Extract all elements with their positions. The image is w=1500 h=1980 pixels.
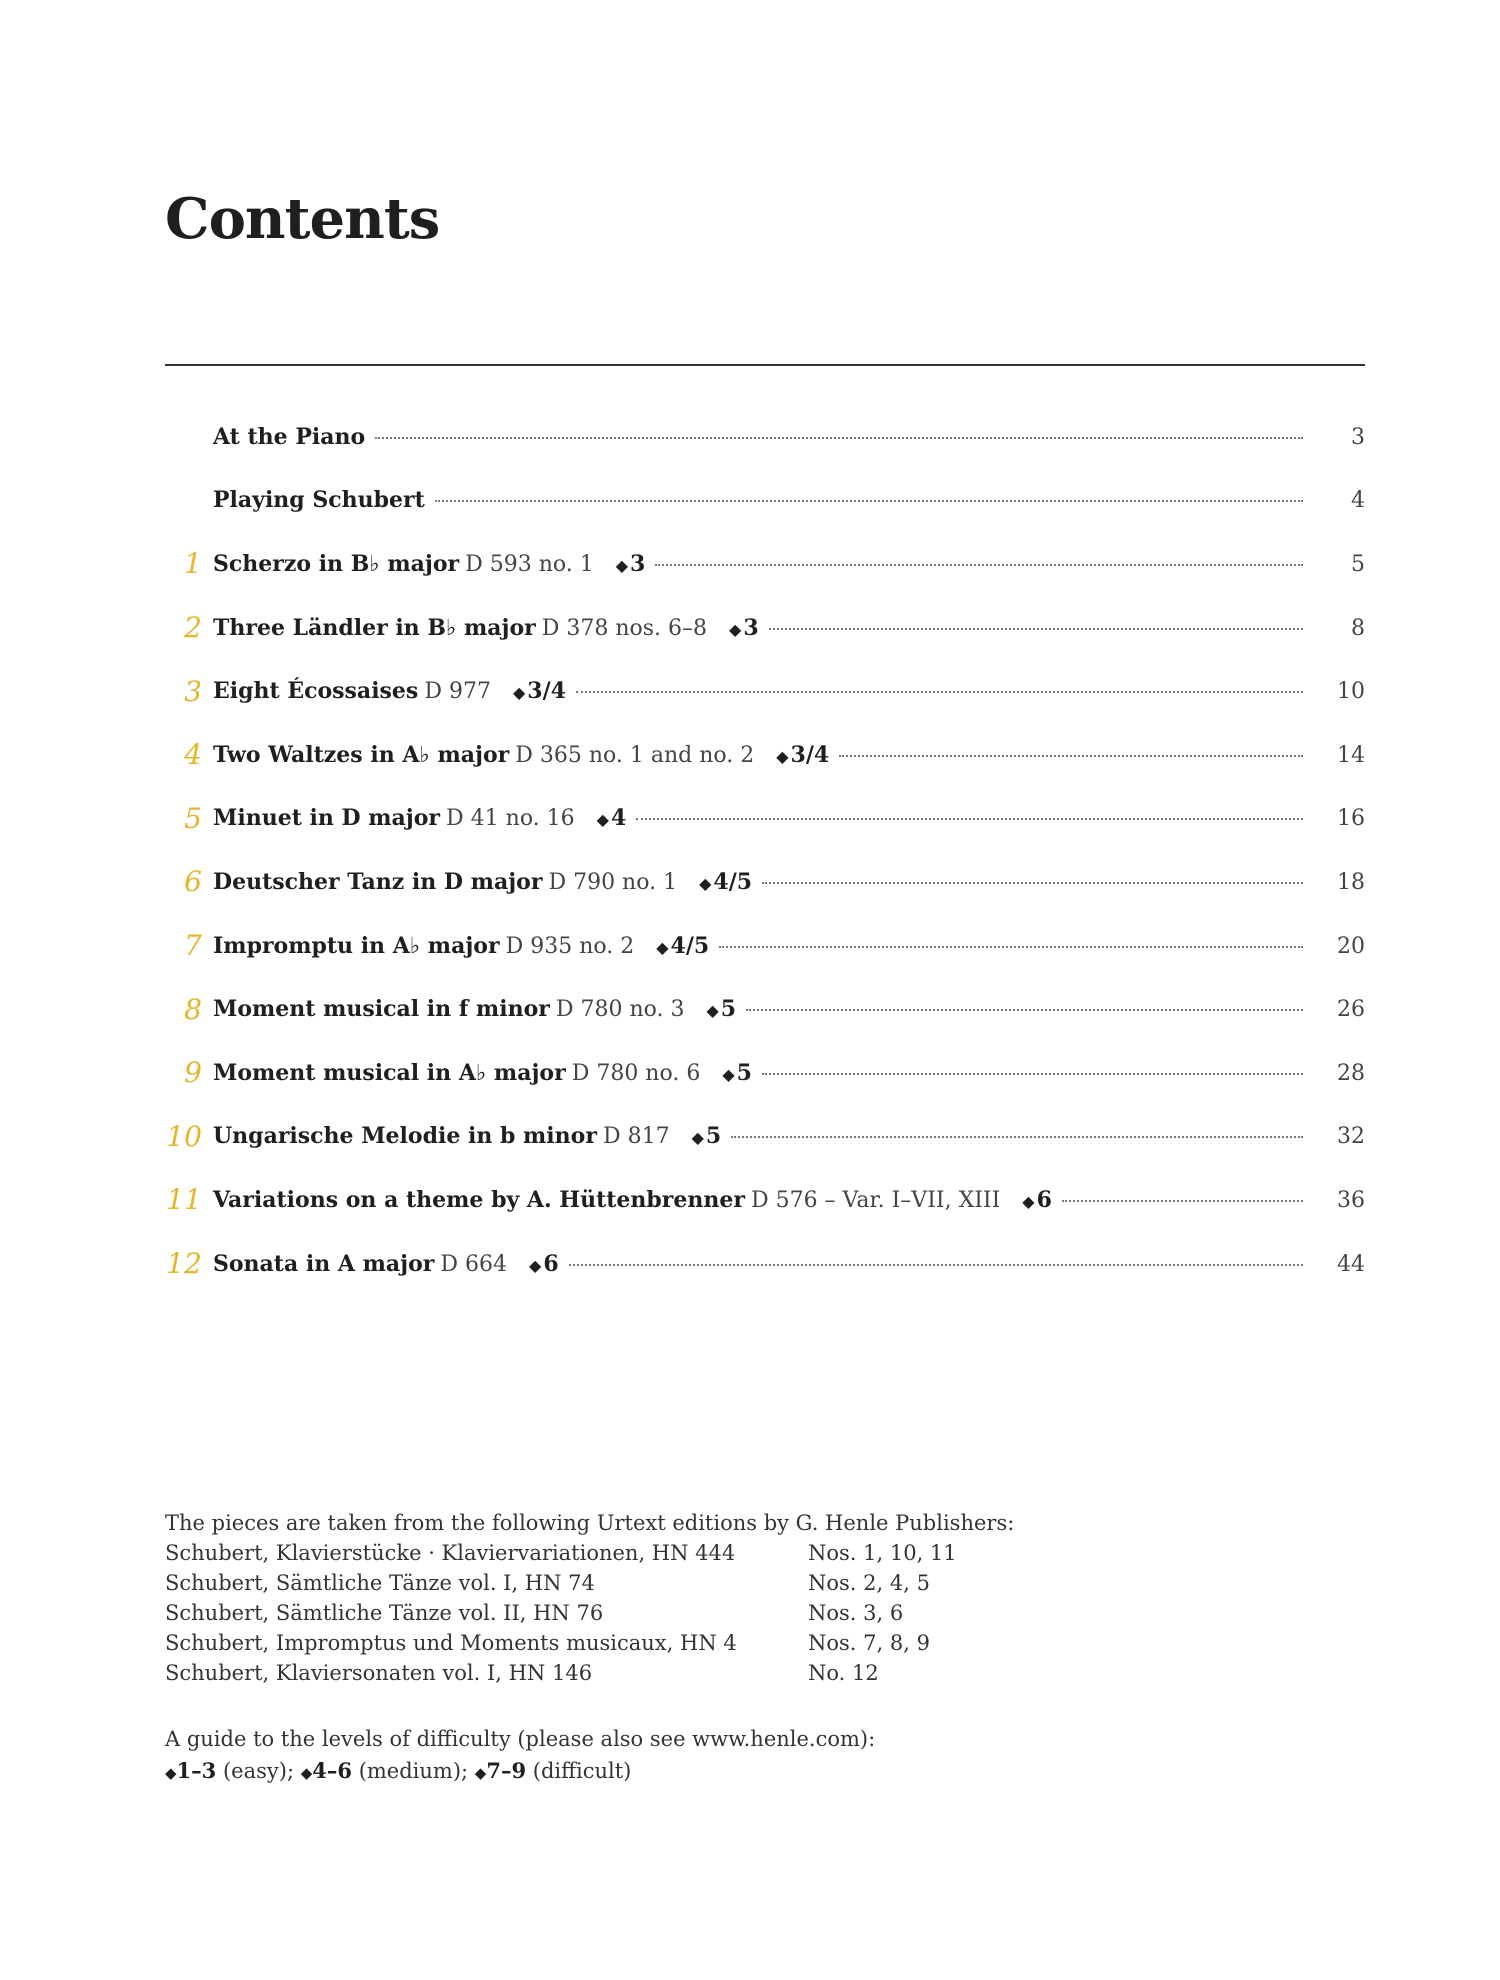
difficulty-diamond-icon: ◆	[474, 1764, 487, 1782]
toc-entry[interactable]	[150, 787, 1365, 851]
toc-difficulty	[692, 1123, 722, 1149]
toc-title: Playing Schubert	[213, 487, 425, 514]
toc-line	[213, 615, 1365, 641]
toc-difficulty	[656, 933, 709, 959]
dot-leader	[762, 1073, 1303, 1075]
toc-title: Ungarische Melodie in b minor	[213, 1123, 597, 1150]
toc-line	[213, 678, 1365, 704]
toc-page-number: 3	[1351, 424, 1365, 450]
toc-entry[interactable]	[150, 977, 1365, 1041]
toc-number: 7	[184, 929, 202, 963]
toc-title: Sonata in A major	[213, 1250, 435, 1277]
dot-leader	[569, 1264, 1303, 1266]
toc-page-number: 28	[1337, 1060, 1365, 1086]
toc-line	[213, 424, 1365, 450]
source-edition: Schubert, Impromptus und Moments musicaux, HN 4	[165, 1631, 737, 1655]
toc-difficulty-level: 6	[1036, 1186, 1052, 1213]
medium-range: 4–6	[312, 1758, 352, 1783]
toc-difficulty	[616, 551, 646, 577]
source-numbers: Nos. 2, 4, 5	[808, 1571, 930, 1595]
toc-entry[interactable]	[150, 405, 1365, 469]
toc-difficulty-level: 5	[736, 1059, 752, 1086]
toc-difficulty-level: 4/5	[670, 932, 710, 959]
dot-leader	[636, 818, 1303, 820]
source-numbers: No. 12	[808, 1661, 879, 1685]
toc-catalog: D 977	[424, 679, 491, 705]
toc-number: 6	[184, 865, 202, 899]
difficulty-diamond-icon: ◆	[729, 619, 742, 639]
difficulty-diamond-icon: ◆	[596, 810, 609, 830]
toc-page-number: 5	[1351, 551, 1365, 577]
toc-entry[interactable]	[150, 1041, 1365, 1105]
toc-difficulty-level: 5	[720, 996, 737, 1023]
dot-leader	[435, 500, 1303, 502]
toc-number: 8	[184, 992, 202, 1026]
toc-title: Variations on a theme by A. Hüttenbrenner	[213, 1186, 745, 1213]
dot-leader	[576, 691, 1303, 693]
toc-page-number: 4	[1351, 488, 1365, 514]
toc-line	[213, 487, 1365, 513]
toc-title: Eight Écossaises	[213, 678, 419, 705]
difficulty-diamond-icon: ◆	[706, 1001, 719, 1021]
toc-catalog: D 576 – Var. I–VII, XIII	[750, 1187, 1001, 1213]
source-row	[165, 1658, 1065, 1688]
dot-leader	[731, 1136, 1303, 1138]
toc-catalog: D 593 no. 1	[465, 551, 594, 577]
toc-title: Moment musical in f minor	[213, 996, 550, 1023]
toc-difficulty-level: 3/4	[527, 678, 566, 705]
toc-catalog: D 817	[602, 1124, 670, 1150]
source-edition: Schubert, Sämtliche Tänze vol. I, HN 74	[165, 1571, 595, 1595]
easy-range: 1–3	[176, 1758, 217, 1783]
toc-catalog: D 935 no. 2	[505, 933, 635, 959]
toc-number: 1	[184, 547, 202, 581]
source-row	[165, 1628, 1065, 1658]
source-numbers: Nos. 3, 6	[808, 1601, 904, 1625]
source-row	[165, 1538, 1065, 1568]
dot-leader	[375, 437, 1303, 439]
toc-entry[interactable]	[150, 659, 1365, 723]
toc-difficulty-level: 4/5	[713, 868, 753, 895]
toc-page-number: 36	[1337, 1187, 1365, 1213]
toc-difficulty	[699, 869, 752, 895]
toc-page-number: 10	[1337, 679, 1365, 705]
toc-difficulty	[729, 615, 759, 641]
difficulty-diamond-icon: ◆	[529, 1255, 542, 1275]
toc-difficulty	[513, 678, 566, 704]
difficulty-diamond-icon: ◆	[615, 555, 629, 575]
toc-difficulty-level: 6	[543, 1250, 559, 1277]
toc-title: Deutscher Tanz in D major	[213, 868, 543, 895]
source-row	[165, 1598, 1065, 1628]
source-numbers: Nos. 1, 10, 11	[808, 1541, 957, 1565]
difficulty-diamond-icon: ◆	[165, 1764, 177, 1782]
toc-number: 5	[184, 801, 202, 835]
toc-line	[213, 551, 1365, 577]
dot-leader	[719, 946, 1303, 948]
dot-leader	[762, 882, 1303, 884]
medium-label: (medium);	[358, 1759, 469, 1783]
table-of-contents	[150, 405, 1365, 1295]
toc-difficulty	[776, 742, 829, 768]
toc-difficulty-level: 3/4	[790, 741, 830, 768]
dot-leader	[655, 564, 1303, 566]
toc-catalog: D 378 nos. 6–8	[541, 615, 708, 641]
toc-entry[interactable]	[150, 469, 1365, 533]
page-title: Contents	[165, 186, 440, 252]
toc-page-number: 44	[1337, 1251, 1365, 1277]
toc-difficulty	[706, 996, 736, 1022]
toc-entry[interactable]	[150, 1105, 1365, 1169]
toc-line	[213, 1187, 1365, 1213]
toc-line	[213, 1251, 1365, 1277]
toc-title: Moment musical in A♭ major	[213, 1059, 566, 1086]
toc-number: 4	[184, 738, 202, 772]
toc-page-number: 14	[1337, 742, 1365, 768]
source-row	[165, 1568, 1065, 1598]
toc-entry[interactable]	[150, 532, 1365, 596]
toc-catalog: D 780 no. 6	[571, 1060, 701, 1086]
toc-title: Three Ländler in B♭ major	[213, 614, 536, 641]
toc-entry[interactable]	[150, 1168, 1365, 1232]
toc-catalog: D 790 no. 1	[548, 869, 678, 895]
toc-page-number: 8	[1351, 615, 1365, 641]
toc-title: Impromptu in A♭ major	[213, 932, 500, 959]
toc-difficulty-level: 3	[743, 614, 759, 641]
toc-difficulty-level: 3	[630, 550, 646, 577]
difficulty-diamond-icon: ◆	[300, 1764, 313, 1782]
toc-difficulty-level: 4	[610, 805, 627, 832]
toc-difficulty	[597, 805, 627, 831]
toc-number: 10	[166, 1119, 202, 1153]
toc-title: Scherzo in B♭ major	[213, 550, 460, 577]
dot-leader	[769, 628, 1303, 630]
toc-difficulty-level: 5	[705, 1123, 722, 1150]
toc-catalog: D 41 no. 16	[446, 806, 575, 832]
toc-entry[interactable]	[150, 914, 1365, 978]
difficulty-diamond-icon: ◆	[1022, 1191, 1035, 1211]
difficulty-diamond-icon: ◆	[776, 746, 789, 766]
toc-line	[213, 742, 1365, 768]
toc-title: Two Waltzes in A♭ major	[213, 741, 510, 768]
sources-list	[165, 1538, 1065, 1688]
toc-difficulty	[722, 1060, 752, 1086]
toc-difficulty	[529, 1251, 559, 1277]
toc-title: Minuet in D major	[213, 805, 441, 832]
difficulty-diamond-icon: ◆	[699, 873, 712, 893]
difficulty-diamond-icon: ◆	[656, 937, 669, 957]
source-edition: Schubert, Klavierstücke · Klaviervariationen, HN 444	[165, 1541, 736, 1565]
difficulty-diamond-icon: ◆	[512, 683, 526, 703]
toc-line	[213, 996, 1365, 1022]
toc-line	[213, 869, 1365, 895]
toc-entry[interactable]	[150, 723, 1365, 787]
toc-title: At the Piano	[213, 423, 366, 450]
toc-page-number: 32	[1337, 1124, 1365, 1150]
dot-leader	[746, 1009, 1303, 1011]
toc-line	[213, 1123, 1365, 1149]
guide-levels	[165, 1755, 1065, 1789]
difficulty-guide	[165, 1724, 1065, 1789]
toc-catalog: D 365 no. 1 and no. 2	[515, 742, 755, 768]
toc-entry[interactable]	[150, 1232, 1365, 1296]
difficult-label: (difficult)	[532, 1759, 632, 1783]
sources-intro: The pieces are taken from the following Urtext editions by G. Henle Publishers:	[165, 1511, 1015, 1535]
source-edition: Schubert, Klaviersonaten vol. I, HN 146	[165, 1661, 593, 1685]
easy-label: (easy);	[222, 1759, 295, 1783]
toc-difficulty	[1022, 1187, 1052, 1213]
toc-page-number: 26	[1337, 997, 1365, 1023]
sources-section	[165, 1508, 1065, 1688]
toc-entry[interactable]	[150, 596, 1365, 660]
difficult-range: 7–9	[486, 1758, 527, 1783]
toc-number: 3	[184, 674, 202, 708]
toc-entry[interactable]	[150, 850, 1365, 914]
toc-page-number: 18	[1337, 869, 1365, 895]
guide-intro: A guide to the levels of difficulty (please also see www.henle.com):	[165, 1727, 876, 1751]
difficulty-diamond-icon: ◆	[691, 1128, 704, 1148]
toc-line	[213, 1060, 1365, 1086]
source-numbers: Nos. 7, 8, 9	[808, 1631, 930, 1655]
dot-leader	[839, 755, 1303, 757]
toc-number: 2	[184, 611, 202, 645]
toc-catalog: D 780 no. 3	[555, 997, 685, 1023]
toc-number: 9	[184, 1056, 202, 1090]
toc-number: 11	[166, 1183, 202, 1217]
toc-catalog: D 664	[440, 1251, 508, 1277]
toc-line	[213, 933, 1365, 959]
difficulty-diamond-icon: ◆	[722, 1064, 735, 1084]
toc-page-number: 16	[1337, 806, 1365, 832]
toc-page-number: 20	[1337, 933, 1365, 959]
source-edition: Schubert, Sämtliche Tänze vol. II, HN 76	[165, 1601, 604, 1625]
title-divider	[165, 364, 1365, 366]
dot-leader	[1062, 1200, 1303, 1202]
toc-number: 12	[166, 1247, 202, 1281]
toc-line	[213, 805, 1365, 831]
